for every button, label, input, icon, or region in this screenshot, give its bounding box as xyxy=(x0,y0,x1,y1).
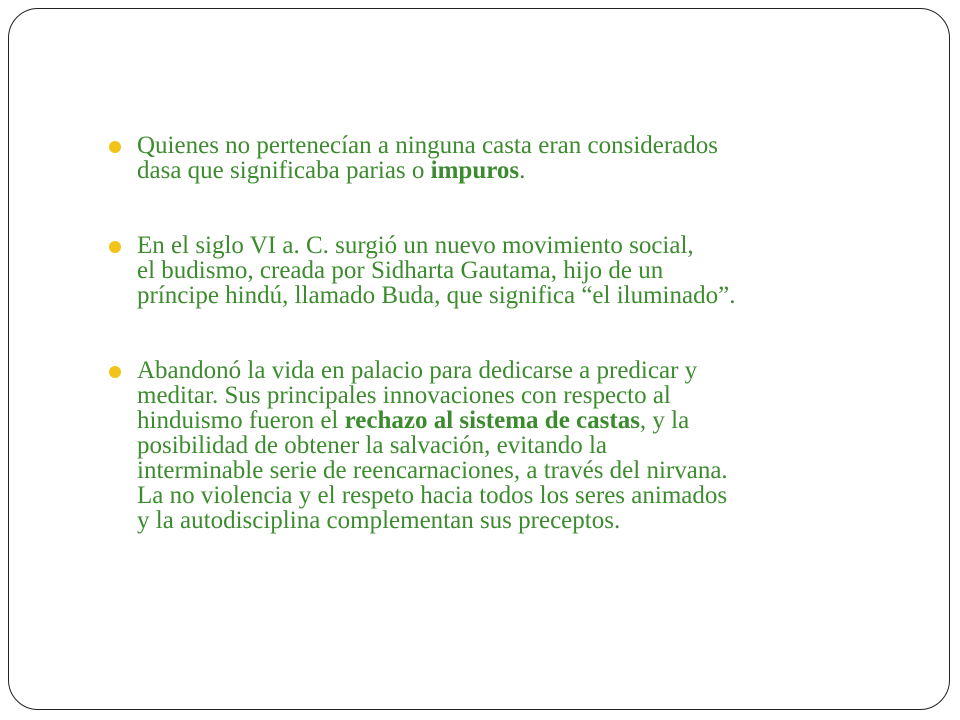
text-segment: Abandonó la vida en palacio para dedicarse a predicar y xyxy=(137,357,698,384)
text-line xyxy=(137,258,899,283)
text-segment: La no violencia y el respeto hacia todos los seres animados xyxy=(137,482,728,509)
text-segment: , y la xyxy=(639,407,690,434)
bullet-item xyxy=(109,133,899,183)
text-line xyxy=(137,383,899,408)
bullet-dot-icon xyxy=(109,366,121,378)
text-line xyxy=(137,233,899,258)
text-segment: Quienes no pertenecían a ninguna casta eran considerados xyxy=(137,132,719,159)
text-segment: el budismo, creada por Sidharta Gautama, hijo de un xyxy=(137,257,664,284)
text-line xyxy=(137,458,899,483)
text-segment: interminable serie de reencarnaciones, a través del nirvana. xyxy=(137,457,728,484)
text-line xyxy=(137,283,899,308)
text-segment: príncipe hindú, llamado Buda, que significa “el iluminado”. xyxy=(137,282,736,309)
bullet-list xyxy=(109,133,899,533)
bold-text: impuros xyxy=(430,157,520,184)
text-line xyxy=(137,133,899,158)
text-line xyxy=(137,158,899,183)
text-segment: dasa que significaba parias o xyxy=(137,157,431,184)
text-line xyxy=(137,358,899,383)
text-segment: posibilidad de obtener la salvación, evitando la xyxy=(137,432,607,459)
text-segment: En el siglo VI a. C. surgió un nuevo movimiento social, xyxy=(137,232,694,259)
text-line xyxy=(137,508,899,533)
bullet-item xyxy=(109,233,899,308)
bullet-dot-icon xyxy=(109,241,121,253)
text-line xyxy=(137,433,899,458)
text-segment: . xyxy=(519,157,526,184)
text-line xyxy=(137,408,899,433)
text-line xyxy=(137,483,899,508)
bullet-dot-icon xyxy=(109,141,121,153)
text-segment: hinduismo fueron el xyxy=(137,407,345,434)
text-segment: y la autodisciplina complementan sus preceptos. xyxy=(137,507,621,534)
bullet-item xyxy=(109,358,899,533)
slide-frame xyxy=(8,8,950,710)
bold-text: rechazo al sistema de castas xyxy=(344,407,640,434)
text-segment: meditar. Sus principales innovaciones con respecto al xyxy=(137,382,671,409)
